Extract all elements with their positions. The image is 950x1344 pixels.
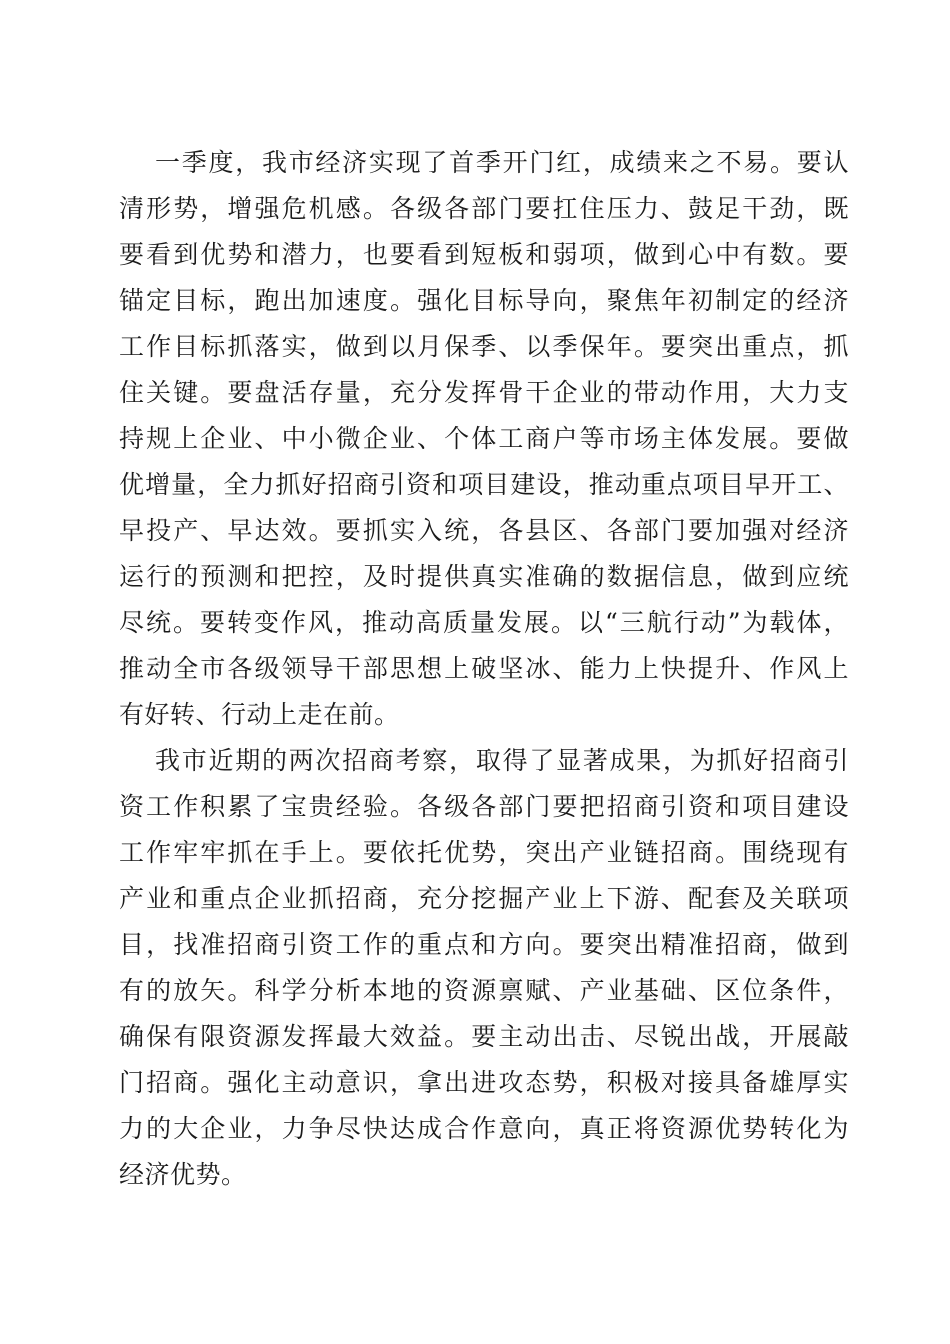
paragraph-line: 有的放矢。科学分析本地的资源禀赋、产业基础、区位条件， [119,976,849,1005]
paragraph-line: 早投产、早达效。要抓实入统，各县区、各部门要加强对经济 [119,516,849,545]
paragraph-line: 经济优势。 [119,1160,247,1189]
paragraph-line: 力的大企业，力争尽快达成合作意向，真正将资源优势转化为 [119,1114,849,1143]
paragraph-line: 持规上企业、中小微企业、个体工商户等市场主体发展。要做 [119,424,849,453]
paragraph-line: 推动全市各级领导干部思想上破坚冰、能力上快提升、作风上 [119,654,849,683]
paragraph-line: 锚定目标，跑出加速度。强化目标导向，聚焦年初制定的经济 [119,286,849,315]
paragraph-line: 优增量，全力抓好招商引资和项目建设，推动重点项目早开工、 [119,470,849,499]
paragraph-line: 门招商。强化主动意识，拿出进攻态势，积极对接具备雄厚实 [119,1068,849,1097]
paragraph-line: 尽统。要转变作风，推动高质量发展。以“三航行动”为载体， [119,608,849,637]
paragraph-line: 清形势，增强危机感。各级各部门要扛住压力、鼓足干劲，既 [119,194,849,223]
paragraph-2 [119,738,849,1198]
paragraph-line: 资工作积累了宝贵经验。各级各部门要把招商引资和项目建设 [119,792,849,821]
paragraph-line: 一季度，我市经济实现了首季开门红，成绩来之不易。要认 [155,148,849,177]
paragraph-line: 我市近期的两次招商考察，取得了显著成果，为抓好招商引 [155,746,849,775]
paragraph-line: 住关键。要盘活存量，充分发挥骨干企业的带动作用，大力支 [119,378,849,407]
document-body [119,140,849,1198]
paragraph-line: 运行的预测和把控，及时提供真实准确的数据信息，做到应统 [119,562,849,591]
paragraph-line: 工作目标抓落实，做到以月保季、以季保年。要突出重点，抓 [119,332,849,361]
paragraph-line: 要看到优势和潜力，也要看到短板和弱项，做到心中有数。要 [119,240,849,269]
paragraph-1 [119,140,849,738]
paragraph-line: 目，找准招商引资工作的重点和方向。要突出精准招商，做到 [119,930,849,959]
paragraph-line: 有好转、行动上走在前。 [119,700,400,729]
paragraph-line: 确保有限资源发挥最大效益。要主动出击、尽锐出战，开展敲 [119,1022,849,1051]
paragraph-line: 产业和重点企业抓招商，充分挖掘产业上下游、配套及关联项 [119,884,849,913]
paragraph-line: 工作牢牢抓在手上。要依托优势，突出产业链招商。围绕现有 [119,838,849,867]
